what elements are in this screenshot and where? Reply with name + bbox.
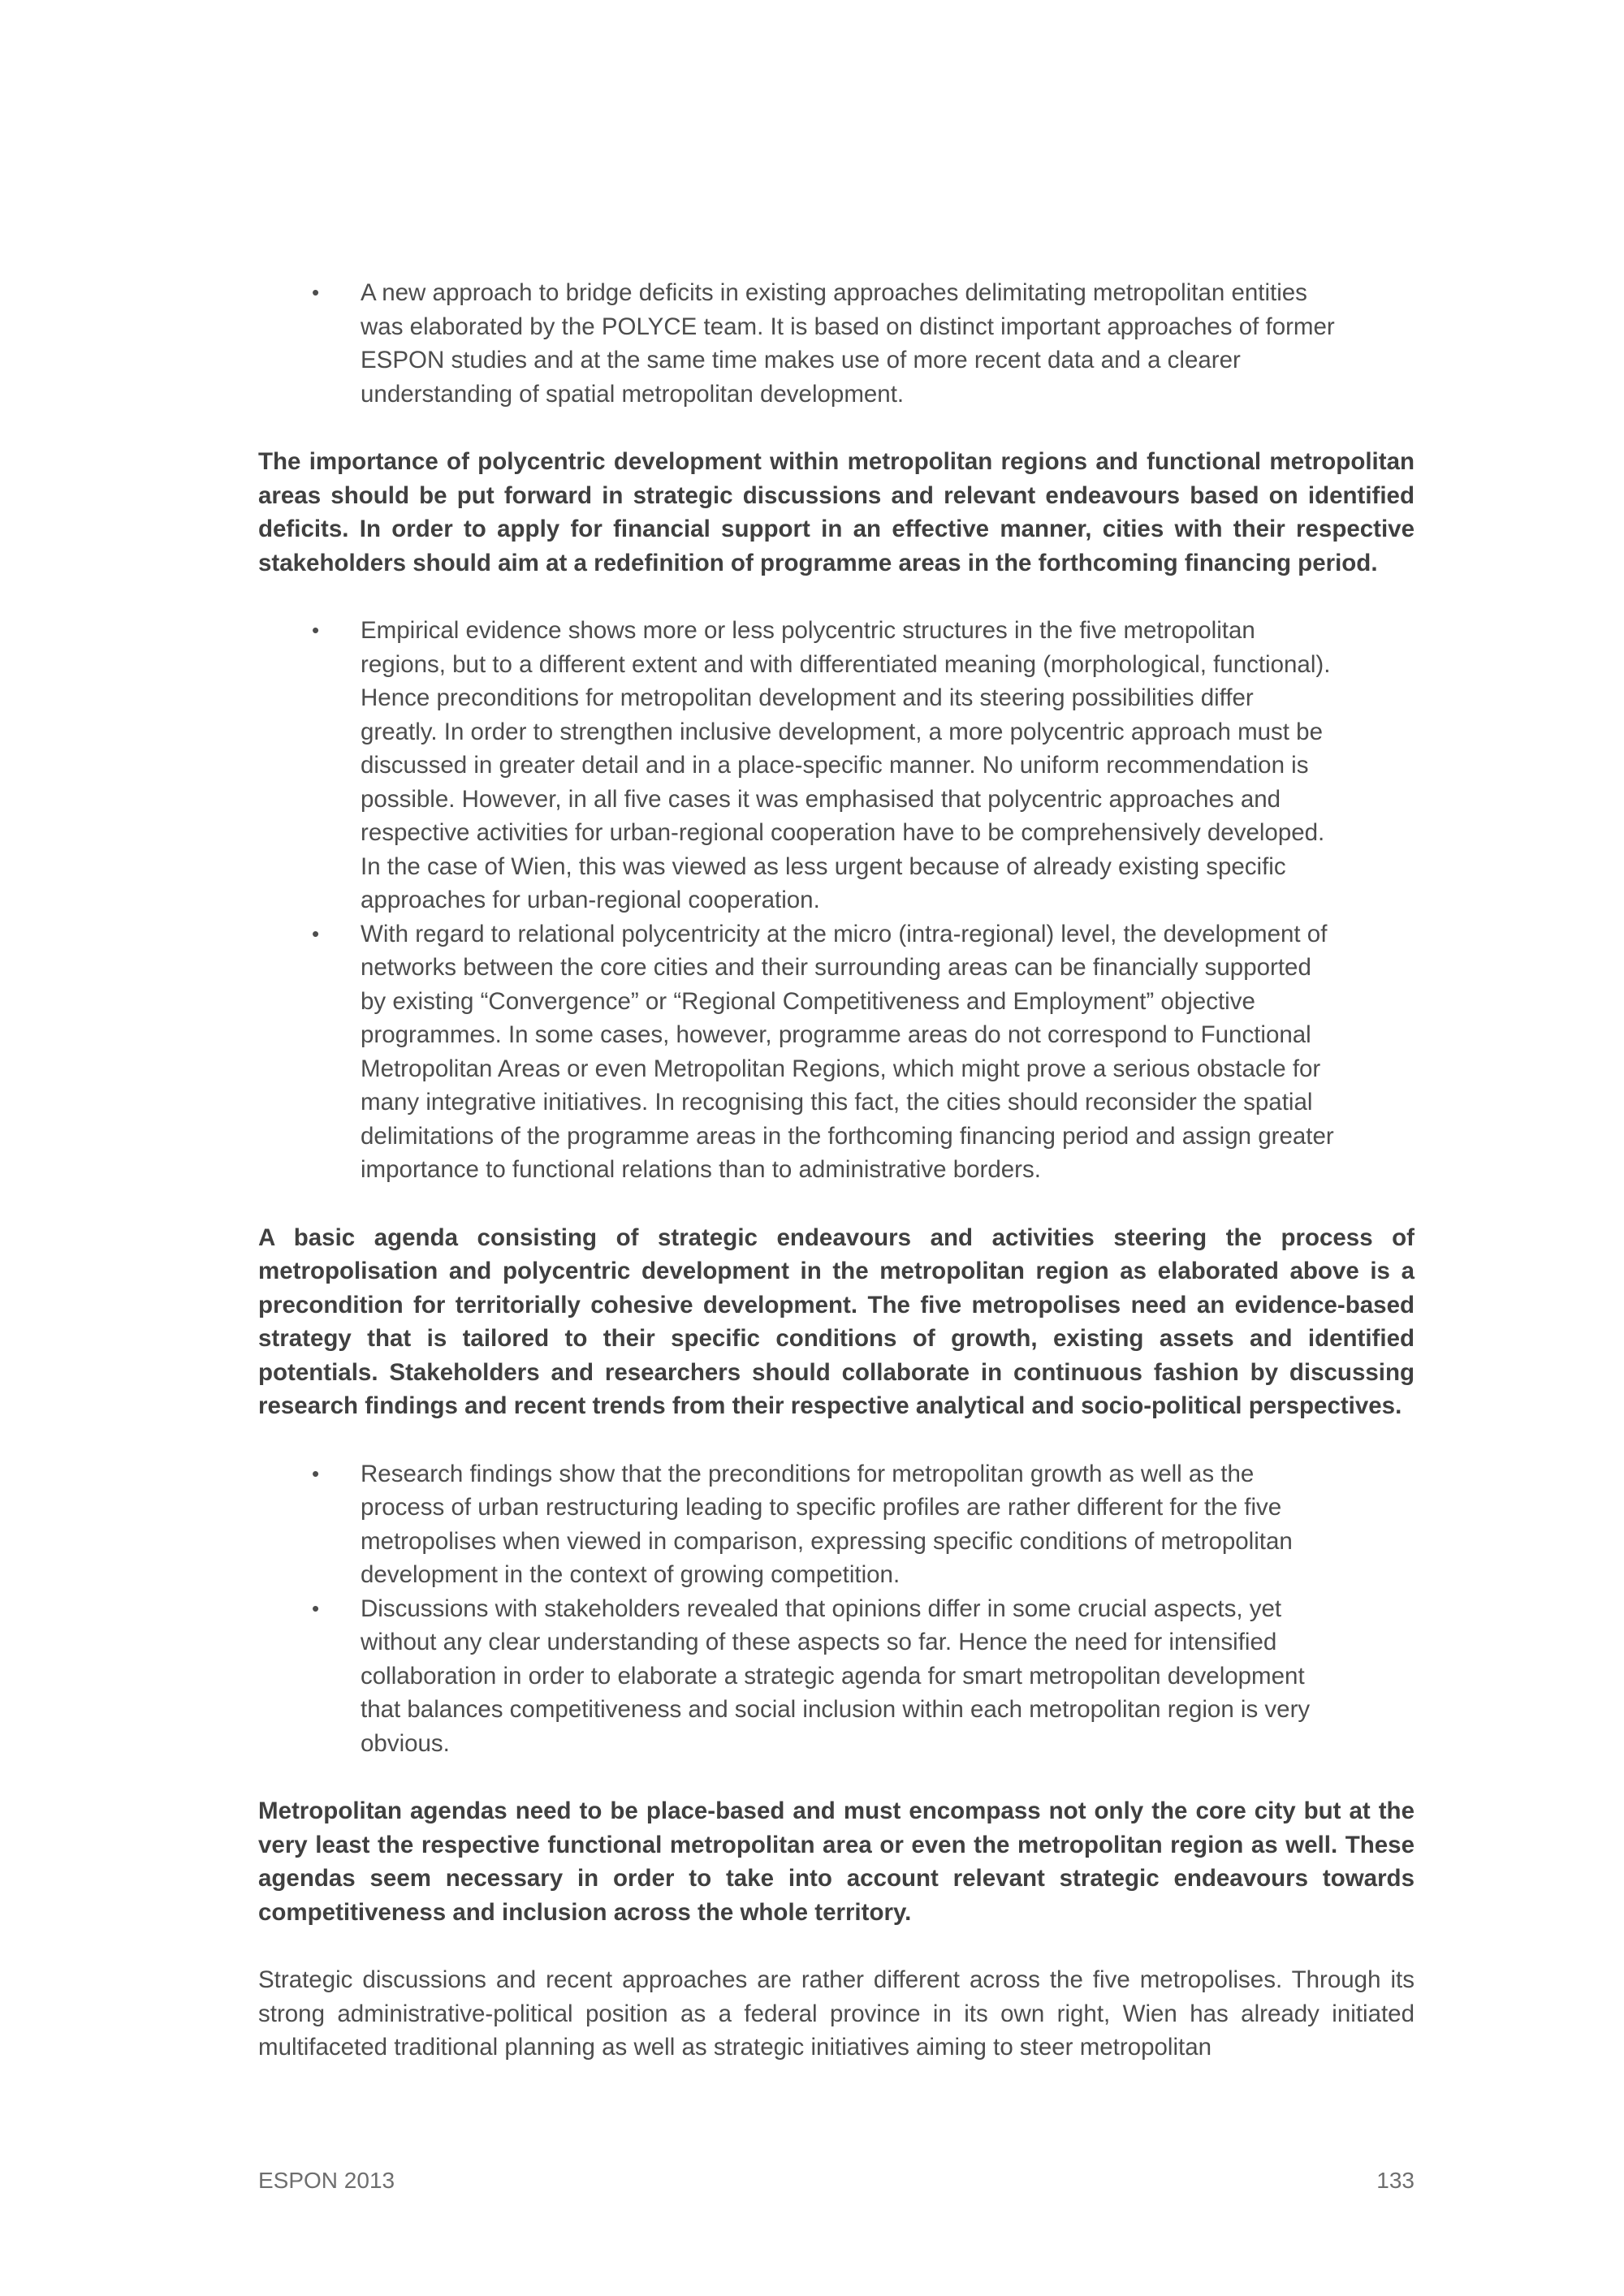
key-message-2: A basic agenda consisting of strategic endeavours and activities steering the process of metropolisation and polycentric development in the metropolitan region as elaborated above is a precondition for territorially cohesive development. The five metropolises need an evidence-based strategy that is tailored to their specific conditions of growth, existing assets and identified potentials. Stakeholders and researchers should collaborate in continuous fashion by discussing research findings and recent trends from their respective analytical and socio-political perspectives. [258,1224,1415,1419]
bullet-icon: • [312,618,320,642]
key-message-1: The importance of polycentric development within metropolitan regions and functional metropolitan areas should be put forward in strategic discussions and relevant endeavours based on identified deficits. In order to apply for financial support in an effective manner, cities with their respective stakeholders should aim at a redefinition of programme areas in the forthcoming financing period. [258,448,1415,576]
key-message-3: Metropolitan agendas need to be place-based and must encompass not only the core city but at the very least the respective functional metropolitan area or even the metropolitan region as well. These agendas seem necessary in order to take into account relevant strategic endeavours towards competitiveness and inclusion across the whole territory. [258,1798,1415,1926]
list-item [312,1592,1335,1761]
list-item [312,614,1335,917]
bullet-list-1 [258,276,1335,411]
bullet-list-2 [258,614,1335,1187]
page-number: 133 [1376,2168,1415,2193]
list-item [312,1457,1335,1592]
bullet-icon: • [312,921,320,946]
list-item-text: With regard to relational polycentricity at the micro (intra-regional) level, the development of networks between the core cities and their surrounding areas can be financially supported by existing “Convergence” or “Regional Competitiveness and Employment” objective programmes. In some cases, however, programme areas do not correspond to Functional Metropolitan Areas or even Metropolitan Regions, which might prove a serious obstacle for many integrative initiatives. In recognising this fact, the cities should reconsider the spatial delimitations of the programme areas in the forthcoming financing period and assign greater importance to functional relations than to administrative borders. [361,920,1334,1183]
list-item-text: Discussions with stakeholders revealed that opinions differ in some crucial aspects, yet without any clear understanding of these aspects so far. Hence the need for intensified collaboration in order to elaborate a strategic agenda for smart metropolitan development that balances competitiveness and social inclusion within each metropolitan region is very obvious. [361,1595,1311,1757]
document-body [258,276,1415,2065]
bullet-icon: • [312,280,320,304]
footer-publication: ESPON 2013 [258,2168,395,2193]
bullet-icon: • [312,1461,320,1486]
body-paragraph: Strategic discussions and recent approaches are rather different across the five metropolises. Through its strong administrative-political position as a federal province in its own right, Wien has already initiated multifaceted traditional planning as well as strategic initiatives aiming to steer metropolitan [258,1966,1415,2061]
list-item [312,917,1335,1187]
list-item-text: Research findings show that the preconditions for metropolitan growth as well as the process of urban restructuring leading to specific profiles are rather different for the five metropolises when viewed in comparison, expressing specific conditions of metropolitan development in the context of growing competition. [361,1460,1293,1588]
bullet-list-3 [258,1457,1335,1761]
list-item [312,276,1335,411]
bullet-icon: • [312,1595,320,1621]
list-item-text: Empirical evidence shows more or less polycentric structures in the five metropolitan regions, but to a different extent and with differentiated meaning (morphological, functional). Hence preconditions for metropolitan development and its steering possibilities differ greatly. In order to strengthen inclusive development, a more polycentric approach must be discussed in greater detail and in a place-specific manner. No uniform recommendation is possible. However, in all five cases it was emphasised that polycentric approaches and respective activities for urban-regional cooperation have to be comprehensively developed. In the case of Wien, this was viewed as less urgent because of already existing specific approaches for urban-regional cooperation. [361,617,1331,913]
list-item-text: A new approach to bridge deficits in existing approaches delimitating metropolitan entities was elaborated by the POLYCE team. It is based on distinct important approaches of former ESPON studies and at the same time makes use of more recent data and a clearer understanding of spatial metropolitan development. [361,279,1335,408]
